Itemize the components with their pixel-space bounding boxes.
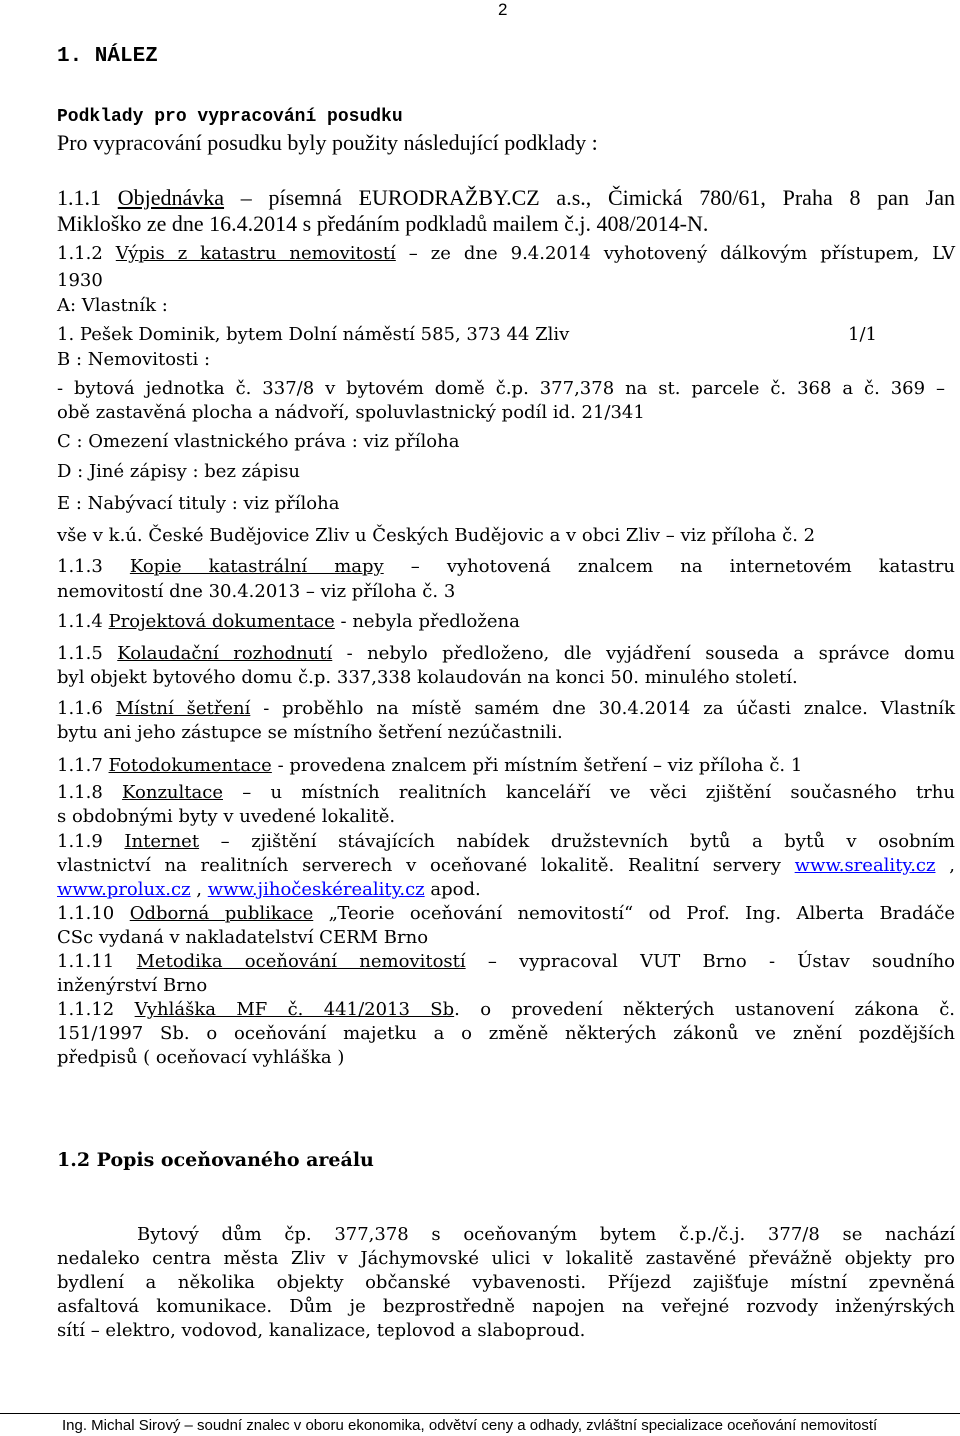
source-number: 1.1.11 [57, 951, 115, 972]
extract-acquisition-titles: E : Nabývací tituly : viz příloha [57, 493, 340, 514]
source-title: Konzultace [122, 782, 223, 803]
page-number: 2 [498, 0, 508, 19]
punctuation: , [935, 855, 955, 876]
area-paragraph-line: nedaleko centra města Zliv v Jáchymovské ulici v lokalitě zastavěné převážně objekty pro [57, 1248, 955, 1269]
footer-text: Ing. Michal Sirový – soudní znalec v oboru ekonomika, odvětví ceny a odhady, zvláštní specializace oceňování nemovitostí [62, 1417, 878, 1434]
source-description: vlastnictví na realitních serverech v oceňované lokalitě. Realitní servery [57, 855, 781, 876]
source-1-1-9-line-2 [57, 855, 955, 877]
source-title: Kopie katastrální mapy [129, 556, 384, 577]
extract-owner: 1. Pešek Dominik, bytem Dolní náměstí 585, 373 44 Zliv [57, 324, 570, 345]
source-number: 1.1.10 [57, 903, 115, 924]
source-1-1-2-line-1 [57, 243, 955, 265]
extract-owner-share: 1/1 [848, 324, 877, 345]
punctuation: , [190, 879, 208, 900]
source-description: – zjištění stávajících nabídek družstevních bytů a bytů v osobním [199, 831, 955, 852]
extract-owner-label: A: Vlastník : [57, 295, 168, 316]
source-1-1-12-line-2: 151/1997 Sb. o oceňování majetku a o změně některých zákonů ve znění pozdějších [57, 1023, 955, 1044]
footer-rule [0, 1413, 960, 1414]
source-number: 1.1.6 [57, 698, 103, 719]
source-description: - nebylo předloženo, dle vyjádření souseda a správce domu [332, 643, 956, 664]
extract-property-line-2: obě zastavěná plocha a nádvoří, spoluvlastnický podíl id. 21/341 [57, 402, 645, 423]
source-title: Projektová dokumentace [108, 611, 335, 632]
source-description: . o provedení některých ustanovení zákona č. [454, 999, 955, 1020]
source-description: – ze dne 9.4.2014 vyhotovený dálkovým přístupem, LV [395, 243, 955, 264]
source-1-1-9-line-3 [57, 879, 955, 901]
source-number: 1.1.2 [57, 243, 103, 264]
source-1-1-12-line-3: předpisů ( oceňovací vyhláška ) [57, 1047, 345, 1068]
source-title: Objednávka [117, 185, 225, 210]
area-paragraph-line: sítí – elektro, vodovod, kanalizace, teplovod a slaboproud. [57, 1320, 586, 1341]
extract-other-entries: D : Jiné zápisy : bez zápisu [57, 461, 300, 482]
source-number: 1.1.8 [57, 782, 103, 803]
source-title: Výpis z katastru nemovitostí [115, 243, 396, 264]
source-description: - provedena znalcem při místním šetření – viz příloha č. 1 [271, 755, 803, 776]
source-number: 1.1.4 [57, 611, 103, 632]
source-1-1-9-line-1 [57, 831, 955, 853]
source-1-1-10-line-2: CSc vydaná v nakladatelství CERM Brno [57, 927, 429, 948]
source-1-1-7-line-1 [57, 755, 955, 777]
source-1-1-1-line-2: Mikloško ze dne 16.4.2014 s předáním podkladů mailem č.j. 408/2014-N. [57, 211, 709, 236]
area-paragraph-line: asfaltová komunikace. Dům je bezprostředně napojen na veřejné rozvody inženýrských [57, 1296, 955, 1317]
source-title: Fotodokumentace [108, 755, 272, 776]
source-number: 1.1.7 [57, 755, 103, 776]
source-title: Metodika oceňování nemovitostí [136, 951, 466, 972]
source-description: – písemná EURODRAŽBY.CZ a.s., Čimická 780/61, Praha 8 pan Jan [224, 185, 956, 210]
source-description: „Teorie oceňování nemovitostí“ od Prof. Ing. Alberta Bradáče [313, 903, 955, 924]
source-title: Internet [124, 831, 200, 852]
source-title: Odborná publikace [129, 903, 314, 924]
source-number: 1.1.9 [57, 831, 103, 852]
area-paragraph-line: Bytový dům čp. 377,378 s oceňovaným bytem č.p./č.j. 377/8 se nachází [137, 1224, 955, 1245]
link-prolux[interactable]: www.prolux.cz [57, 879, 191, 900]
source-number: 1.1.5 [57, 643, 103, 664]
link-jihoceske-reality[interactable]: www.jihočeskéreality.cz [207, 879, 425, 900]
source-1-1-3-line-1 [57, 556, 955, 578]
section-title: 1. NÁLEZ [57, 45, 158, 68]
extract-property-line-1: - bytová jednotka č. 337/8 v bytovém domě č.p. 377,378 na st. parcele č. 368 a č. 369 – [57, 378, 945, 399]
source-number: 1.1.3 [57, 556, 103, 577]
source-number: 1.1.1 [57, 185, 101, 210]
area-paragraph-line: bydlení a několika objekty občanské vybavenosti. Příjezd zajišťuje místní zpevněná [57, 1272, 955, 1293]
sources-heading: Podklady pro vypracování posudku [57, 107, 403, 127]
extract-property-label: B : Nemovitosti : [57, 349, 211, 370]
source-1-1-3-line-2: nemovitostí dne 30.4.2013 – viz příloha č. 3 [57, 581, 456, 602]
source-title: Kolaudační rozhodnutí [117, 643, 333, 664]
source-number: 1.1.12 [57, 999, 115, 1020]
source-1-1-12-line-1 [57, 999, 955, 1021]
sources-intro: Pro vypracování posudku byly použity následující podklady : [57, 130, 598, 155]
source-1-1-5-line-2: byl objekt bytového domu č.p. 337,338 kolaudován na konci 50. minulého století. [57, 667, 798, 688]
source-1-1-5-line-1 [57, 643, 955, 665]
extract-cadastral-area: vše v k.ú. České Budějovice Zliv u Českých Budějovic a v obci Zliv – viz příloha č. 2 [57, 525, 816, 546]
source-description: apod. [424, 879, 481, 900]
source-description: – u místních realitních kanceláří ve věci zjištění současného trhu [222, 782, 955, 803]
source-description: - proběhlo na místě samém dne 30.4.2014 za účasti znalce. Vlastník [250, 698, 955, 719]
extract-restrictions: C : Omezení vlastnického práva : viz příloha [57, 431, 460, 452]
area-heading: 1.2 Popis oceňovaného areálu [57, 1149, 374, 1171]
source-1-1-4-line-1 [57, 611, 955, 633]
source-1-1-8-line-2: s obdobnými byty v uvedené lokalitě. [57, 806, 396, 827]
source-1-1-2-line-2: 1930 [57, 270, 103, 291]
link-sreality[interactable]: www.sreality.cz [794, 855, 936, 876]
source-description: - nebyla předložena [334, 611, 520, 632]
source-1-1-1-line-1 [57, 185, 955, 211]
source-1-1-8-line-1 [57, 782, 955, 804]
source-title: Vyhláška MF č. 441/2013 Sb [134, 999, 455, 1020]
source-1-1-11-line-1 [57, 951, 955, 973]
source-title: Místní šetření [115, 698, 251, 719]
source-description: – vypracoval VUT Brno - Ústav soudního [465, 951, 955, 972]
source-1-1-10-line-1 [57, 903, 955, 925]
source-1-1-6-line-1 [57, 698, 955, 720]
source-description: – vyhotovená znalcem na internetovém katastru [383, 556, 955, 577]
source-1-1-11-line-2: inženýrství Brno [57, 975, 208, 996]
source-1-1-6-line-2: bytu ani jeho zástupce se místního šetření nezúčastnili. [57, 722, 563, 743]
